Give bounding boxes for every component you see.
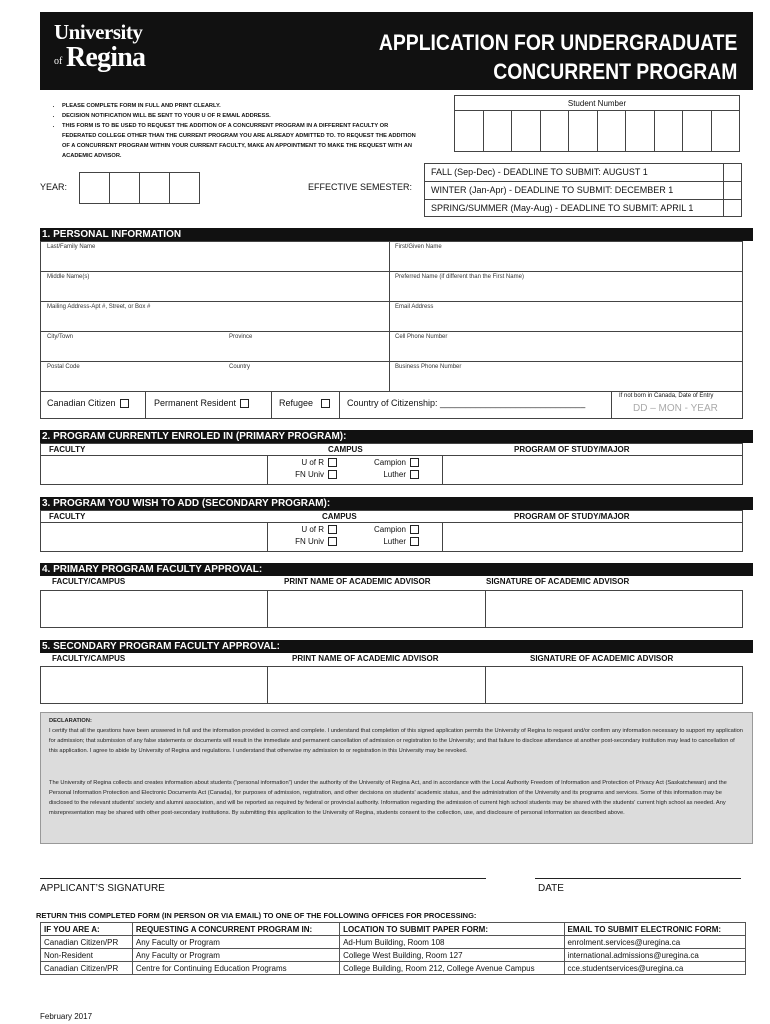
- header-banner: [40, 12, 753, 90]
- table-cell: Non-Resident: [41, 949, 133, 962]
- permanent-resident-checkbox[interactable]: [240, 399, 249, 408]
- canadian-citizen-checkbox[interactable]: [120, 399, 129, 408]
- table-email-link[interactable]: cce.studentservices@uregina.ca: [564, 962, 745, 975]
- instruction-item: • THIS FORM IS TO BE USED TO REQUEST THE ADDITION OF A CONCURRENT PROGRAM IN A DIFFERENT FACULTY OR FEDERATED COLLEGE OTHER THAN THE CURRENT PROGRAM YOU ARE ALREADY ADMITTED TO. TO REQUEST THE ADDITION OF A CONCURRENT PROGRAM WITHIN YOUR CURRENT FACULTY, MAKE AN APPOINTMENT TO MAKE THE REQUEST WITH AN ACADEMIC ADVISOR.: [62, 121, 422, 161]
- date-line[interactable]: [535, 878, 741, 879]
- logo-of-text: of: [54, 56, 63, 67]
- table-header-cell: REQUESTING A CONCURRENT PROGRAM IN:: [132, 923, 339, 936]
- secondary-faculty-header: FACULTY: [49, 512, 86, 521]
- entry-date-input[interactable]: DD – MON - YEAR: [633, 403, 718, 414]
- year-label: YEAR:: [40, 182, 68, 192]
- primary-u-of-r-checkbox[interactable]: [328, 458, 337, 467]
- table-cell: College Building, Room 212, College Avenue Campus: [340, 962, 564, 975]
- secondary-u-of-r-checkbox[interactable]: [328, 525, 337, 534]
- primary-luther-option[interactable]: Luther: [361, 470, 419, 479]
- secondary-approval-signature-header: SIGNATURE OF ACADEMIC ADVISOR: [530, 654, 674, 663]
- instructions-list: [62, 101, 422, 161]
- postal-code-field[interactable]: Postal Code: [47, 364, 80, 370]
- student-number-box: [454, 95, 740, 152]
- secondary-fn-univ-checkbox[interactable]: [328, 537, 337, 546]
- primary-faculty-input[interactable]: [49, 457, 265, 483]
- secondary-approval-advisor-name-input[interactable]: [269, 668, 483, 702]
- declaration-privacy-text: The University of Regina collects and creates information about students (“personal information”) under the authority of the University of Regina Act, and in accordance with the Local Authority Freedom of Information and Protection of Privacy Act (Saskatchewan) and the Personal Information Protection and Electronic Documents Act (Canada), for purposes of admission, registration, and other decisions on students' academic status, and the administration of the University and its programs and services. Some of this information may be disclosed to the relevant students' society and alumni association, and will be reported as required by federal or provincial authority. Information regarding the admission of current high school students may be shared with the students' current high school as needed. Any misrepresentation may be shared with other post-secondary institutions. By submitting this application to the University of Regina, students consent to the collection, use, and disclosure of personal information as described above.: [49, 780, 727, 816]
- date-label: DATE: [538, 883, 564, 894]
- secondary-program-box: [40, 510, 743, 552]
- logo-regina-text: Regina: [66, 42, 146, 73]
- mailing-address-field[interactable]: Mailing Address-Apt #, Street, or Box #: [47, 304, 151, 310]
- secondary-luther-checkbox[interactable]: [410, 537, 419, 546]
- secondary-approval-faculty-header: FACULTY/CAMPUS: [52, 654, 126, 663]
- declaration-certification-text: I certify that all the questions have been answered in full and the information provided is correct and complete. I understand that completion of this signed application permits the University of Regina to request and/or confirm any information necessary to support my application for admission; that submission of any false statements or documents will result in the immediate and permanent cancellation of admission or registration to the University; and that failure to disclose attendance at another post-secondary institution may lead to cancellation of this application. I agree to abide by University of Regina and regulations. I understand that otherwise my admission to or registration in this University may be revoked.: [49, 728, 743, 754]
- primary-program-header: PROGRAM OF STUDY/MAJOR: [514, 445, 630, 454]
- primary-campion-checkbox[interactable]: [410, 458, 419, 467]
- refugee-checkbox[interactable]: [321, 399, 330, 408]
- table-cell: Any Faculty or Program: [132, 936, 339, 949]
- section-secondary-program-title: 3. PROGRAM YOU WISH TO ADD (SECONDARY PROGRAM):: [40, 497, 753, 510]
- table-cell: Any Faculty or Program: [132, 949, 339, 962]
- country-of-citizenship-field[interactable]: Country of Citizenship: _____________________________: [347, 398, 586, 408]
- applicant-signature-line[interactable]: [40, 878, 486, 879]
- secondary-approval-box: [40, 666, 743, 704]
- declaration-box: [40, 712, 753, 844]
- secondary-campus-header: CAMPUS: [322, 512, 357, 521]
- secondary-fn-univ-option[interactable]: FN Univ: [275, 537, 337, 546]
- table-header-cell: LOCATION TO SUBMIT PAPER FORM:: [340, 923, 564, 936]
- table-row: [41, 949, 746, 962]
- middle-names-field[interactable]: Middle Name(s): [47, 274, 90, 280]
- primary-program-box: [40, 443, 743, 485]
- form-title: APPLICATION FOR UNDERGRADUATE CONCURRENT PROGRAM: [378, 30, 737, 84]
- section-primary-program-title: 2. PROGRAM CURRENTLY ENROLED IN (PRIMARY PROGRAM):: [40, 430, 753, 443]
- secondary-campion-option[interactable]: Campion: [361, 525, 419, 534]
- primary-approval-advisor-name-header: PRINT NAME OF ACADEMIC ADVISOR: [284, 577, 431, 586]
- applicant-signature-label: APPLICANT’S SIGNATURE: [40, 883, 165, 894]
- cell-phone-field[interactable]: Cell Phone Number: [395, 334, 448, 340]
- primary-campion-option[interactable]: Campion: [361, 458, 419, 467]
- section-primary-approval-title: 4. PRIMARY PROGRAM FACULTY APPROVAL:: [40, 563, 753, 576]
- secondary-faculty-input[interactable]: [49, 524, 265, 550]
- table-email-link[interactable]: enrolment.services@uregina.ca: [564, 936, 745, 949]
- table-row: [41, 962, 746, 975]
- secondary-u-of-r-option[interactable]: U of R: [281, 525, 337, 534]
- primary-fn-univ-option[interactable]: FN Univ: [275, 470, 337, 479]
- section-personal-information-title: 1. PERSONAL INFORMATION: [40, 228, 753, 241]
- entry-date-label: If not born in Canada, Date of Entry: [619, 393, 714, 399]
- logo-university-text: University: [54, 20, 143, 44]
- country-field[interactable]: Country: [229, 364, 251, 370]
- instruction-item: • DECISION NOTIFICATION WILL BE SENT TO YOUR U OF R EMAIL ADDRESS.: [62, 111, 422, 121]
- primary-campus-header: CAMPUS: [328, 445, 363, 454]
- refugee-option[interactable]: Refugee: [279, 398, 330, 408]
- secondary-program-input[interactable]: [444, 524, 740, 550]
- secondary-campion-checkbox[interactable]: [410, 525, 419, 534]
- primary-luther-checkbox[interactable]: [410, 470, 419, 479]
- primary-program-input[interactable]: [444, 457, 740, 483]
- student-number-input[interactable]: [455, 111, 739, 151]
- primary-fn-univ-checkbox[interactable]: [328, 470, 337, 479]
- student-number-label: Student Number: [455, 96, 739, 111]
- secondary-program-header: PROGRAM OF STUDY/MAJOR: [514, 512, 630, 521]
- table-email-link[interactable]: international.admissions@uregina.ca: [564, 949, 745, 962]
- semester-options: [424, 163, 742, 217]
- province-field[interactable]: Province: [229, 334, 253, 340]
- primary-approval-signature-input[interactable]: [487, 592, 741, 626]
- semester-winter[interactable]: WINTER (Jan-Apr) - DEADLINE TO SUBMIT: DECEMBER 1: [431, 185, 674, 195]
- effective-semester-label: EFFECTIVE SEMESTER:: [308, 182, 413, 192]
- declaration-heading: DECLARATION:: [49, 718, 92, 724]
- secondary-approval-faculty-input[interactable]: [42, 668, 265, 702]
- table-cell: Canadian Citizen/PR: [41, 962, 133, 975]
- year-input[interactable]: [79, 172, 200, 204]
- first-name-field[interactable]: First/Given Name: [395, 244, 442, 250]
- personal-information-grid: [40, 241, 743, 419]
- table-row: [41, 936, 746, 949]
- table-header-row: [41, 923, 746, 936]
- primary-approval-faculty-header: FACULTY/CAMPUS: [52, 577, 126, 586]
- secondary-luther-option[interactable]: Luther: [361, 537, 419, 546]
- return-instructions-heading: RETURN THIS COMPLETED FORM (IN PERSON OR VIA EMAIL) TO ONE OF THE FOLLOWING OFFICES FOR PROCESSING:: [36, 911, 477, 920]
- semester-spring-summer[interactable]: SPRING/SUMMER (May-Aug) - DEADLINE TO SUBMIT: APRIL 1: [431, 203, 694, 213]
- instruction-item: • PLEASE COMPLETE FORM IN FULL AND PRINT CLEARLY.: [62, 101, 422, 111]
- canadian-citizen-option[interactable]: Canadian Citizen: [47, 398, 129, 408]
- city-field[interactable]: City/Town: [47, 334, 74, 340]
- preferred-name-field[interactable]: Preferred Name (if different than the First Name): [395, 274, 524, 280]
- section-secondary-approval-title: 5. SECONDARY PROGRAM FACULTY APPROVAL:: [40, 640, 753, 653]
- primary-faculty-header: FACULTY: [49, 445, 86, 454]
- primary-approval-signature-header: SIGNATURE OF ACADEMIC ADVISOR: [486, 577, 630, 586]
- semester-fall[interactable]: FALL (Sep-Dec) - DEADLINE TO SUBMIT: AUGUST 1: [431, 167, 648, 177]
- email-field[interactable]: Email Address: [395, 304, 434, 310]
- table-header-cell: EMAIL TO SUBMIT ELECTRONIC FORM:: [564, 923, 745, 936]
- secondary-approval-advisor-name-header: PRINT NAME OF ACADEMIC ADVISOR: [292, 654, 439, 663]
- last-name-field[interactable]: Last/Family Name: [47, 244, 96, 250]
- table-cell: Ad-Hum Building, Room 108: [340, 936, 564, 949]
- primary-u-of-r-option[interactable]: U of R: [281, 458, 337, 467]
- primary-approval-box: [40, 590, 743, 628]
- table-cell: College West Building, Room 127: [340, 949, 564, 962]
- footer-date: February 2017: [40, 1012, 93, 1021]
- table-header-cell: IF YOU ARE A:: [41, 923, 133, 936]
- table-cell: Canadian Citizen/PR: [41, 936, 133, 949]
- return-offices-table: [40, 922, 746, 975]
- primary-approval-advisor-name-input[interactable]: [269, 592, 483, 626]
- permanent-resident-option[interactable]: Permanent Resident: [154, 398, 249, 408]
- business-phone-field[interactable]: Business Phone Number: [395, 364, 462, 370]
- secondary-approval-signature-input[interactable]: [487, 668, 741, 702]
- table-cell: Centre for Continuing Education Programs: [132, 962, 339, 975]
- primary-approval-faculty-input[interactable]: [42, 592, 265, 626]
